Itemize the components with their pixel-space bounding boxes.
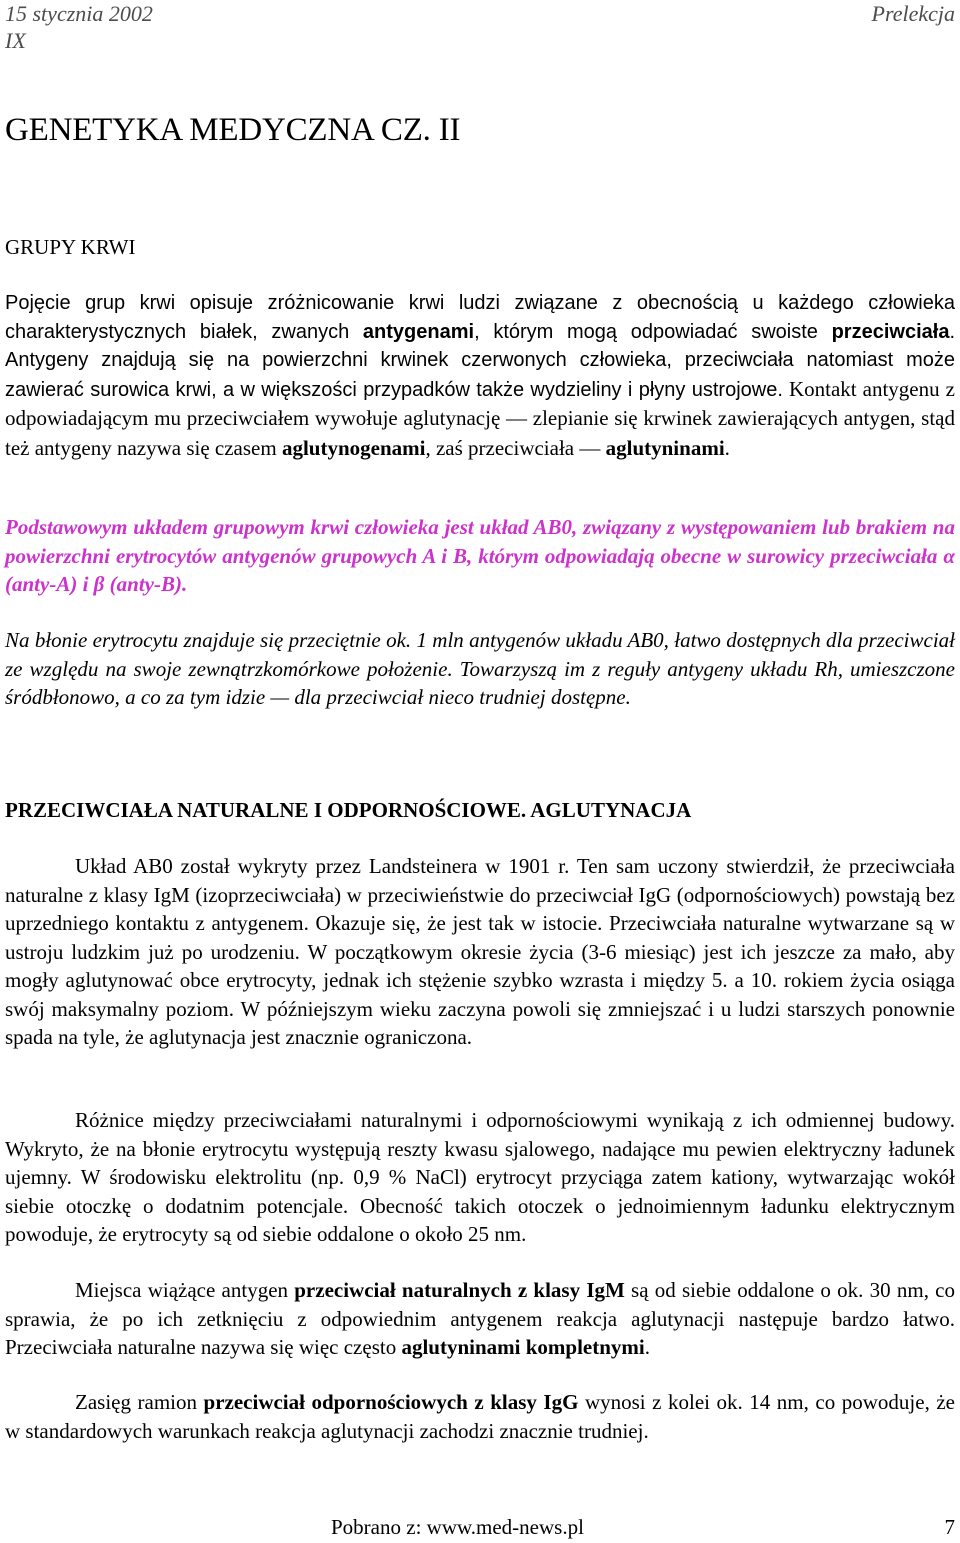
term-aglutynogenami: aglutynogenami bbox=[281, 435, 426, 460]
term-igm-antibodies: przeciwciał naturalnych z klasy IgM bbox=[294, 1278, 625, 1302]
document-title: GENETYKA MEDYCZNA CZ. II bbox=[5, 112, 461, 148]
paragraph-differences: Różnice między przeciwciałami naturalnymi i odpornościowymi wynikają z ich odmiennej budowy. Wykryto, że na błonie erytrocytu występują reszty kwasu sjalowego, nadające mu pewien elektryczny ładunek ujemny. W środowisku elektrolitu (np. 0,9 % NaCl) erytrocyt przyciąga zatem kationy, wytwarzając wokół siebie otoczkę o dodatnim potencjale. Obecność takich otoczek o jednoimiennym ładunku elektrycznym powoduje, że erytrocyty są od siebie oddalone o około 25 nm. bbox=[5, 1108, 955, 1246]
term-przeciwciala: przeciwciała bbox=[831, 320, 950, 343]
header-date: 15 stycznia 2002 bbox=[5, 1, 153, 26]
paragraph-intro: Pojęcie grup krwi opisuje zróżnicowanie krwi ludzi związane z obecnością u każdego człowieka charakterystycznych białek, zwanych antygenami, którym mogą odpowiadać swoiste przeciwciała. Antygeny znajdują się na powierzchni krwinek czerwonych człowieka, przeciwciała natomiast może zawierać surowica krwi, a w większości przypadków także wydzieliny i płyny ustrojowe. Kontakt antygenu z odpowiadającym mu przeciwciałem wywołuje aglutynację — zlepianie się krwinek zawierających antygen, stąd też antygeny nazywa się czasem aglutynogenami, zaś przeciwciała — aglutyninami. bbox=[5, 292, 955, 460]
header-doc-type: Prelekcja bbox=[871, 1, 955, 26]
term-aglutyninami: aglutyninami bbox=[605, 435, 725, 460]
paragraph-igm: Miejsca wiążące antygen przeciwciał naturalnych z klasy IgM są od siebie oddalone o ok. 30 nm, co sprawia, że po ich zetknięciu z odpowiednim antygenem reakcja aglutynacji następuje bardzo łatwo. Przeciwciała naturalne nazywa się więc często aglutyninami kompletnymi. bbox=[5, 1278, 955, 1359]
term-igg-antibodies: przeciwciał odpornościowych z klasy IgG bbox=[203, 1390, 579, 1414]
footer-source: Pobrano z: www.med-news.pl bbox=[331, 1515, 584, 1539]
paragraph-landsteiner: Układ AB0 został wykryty przez Landsteinera w 1901 r. Ten sam uczony stwierdził, że przeciwciała naturalne z klasy IgM (izoprzeciwciała) w przeciwieństwie do przeciwciał IgG (odpornościowych) powstają bez uprzedniego kontaktu z antygenem. Okazuje się, że jest tak w istocie. Przeciwciała naturalne wytwarzane są w ustroju ludzkim już po urodzeniu. W początkowym okresie życia (3-6 miesiąc) jest ich jeszcze za mało, aby mogły aglutynować obce erytrocyty, jednak ich stężenie szybko wzrasta i między 5. a 10. rokiem życia osiąga swój maksymalny poziom. W późniejszym wieku zaczyna powoli się zmniejszać i u ludzi starszych ponownie spada na tyle, że aglutynacja jest znacznie ograniczona. bbox=[5, 854, 955, 1049]
term-complete-agglutinins: aglutyninami kompletnymi bbox=[401, 1335, 645, 1359]
footer-page-number: 7 bbox=[944, 1515, 955, 1539]
paragraph-ab0-highlight: Podstawowym układem grupowym krwi człowieka jest układ AB0, związany z występowaniem lub brakiem na powierzchni erytrocytów antygenów grupowych A i B, którym odpowiadają obecne w surowicy przeciwciała α (anty-A) i β (anty-B). bbox=[5, 515, 955, 596]
section-heading-antibodies: PRZECIWCIAŁA NATURALNE I ODPORNOŚCIOWE. AGLUTYNACJA bbox=[5, 798, 692, 822]
paragraph-igg: Zasięg ramion przeciwciał odpornościowych z klasy IgG wynosi z kolei ok. 14 nm, co powoduje, że w standardowych warunkach reakcja aglutynacji zachodzi znacznie trudniej. bbox=[5, 1390, 955, 1443]
term-antygenami: antygenami bbox=[362, 320, 475, 343]
section-heading-blood-groups: GRUPY KRWI bbox=[5, 235, 136, 259]
header-lecture-number: IX bbox=[5, 28, 26, 53]
paragraph-erythrocyte-antigens: Na błonie erytrocytu znajduje się przeciętnie ok. 1 mln antygenów układu AB0, łatwo dostępnych dla przeciwciał ze względu na swoje zewnątrzkomórkowe położenie. Towarzyszą im z reguły antygeny układu Rh, umieszczone śródbłonowo, a co za tym idzie — dla przeciwciał nieco trudniej dostępne. bbox=[5, 628, 955, 709]
